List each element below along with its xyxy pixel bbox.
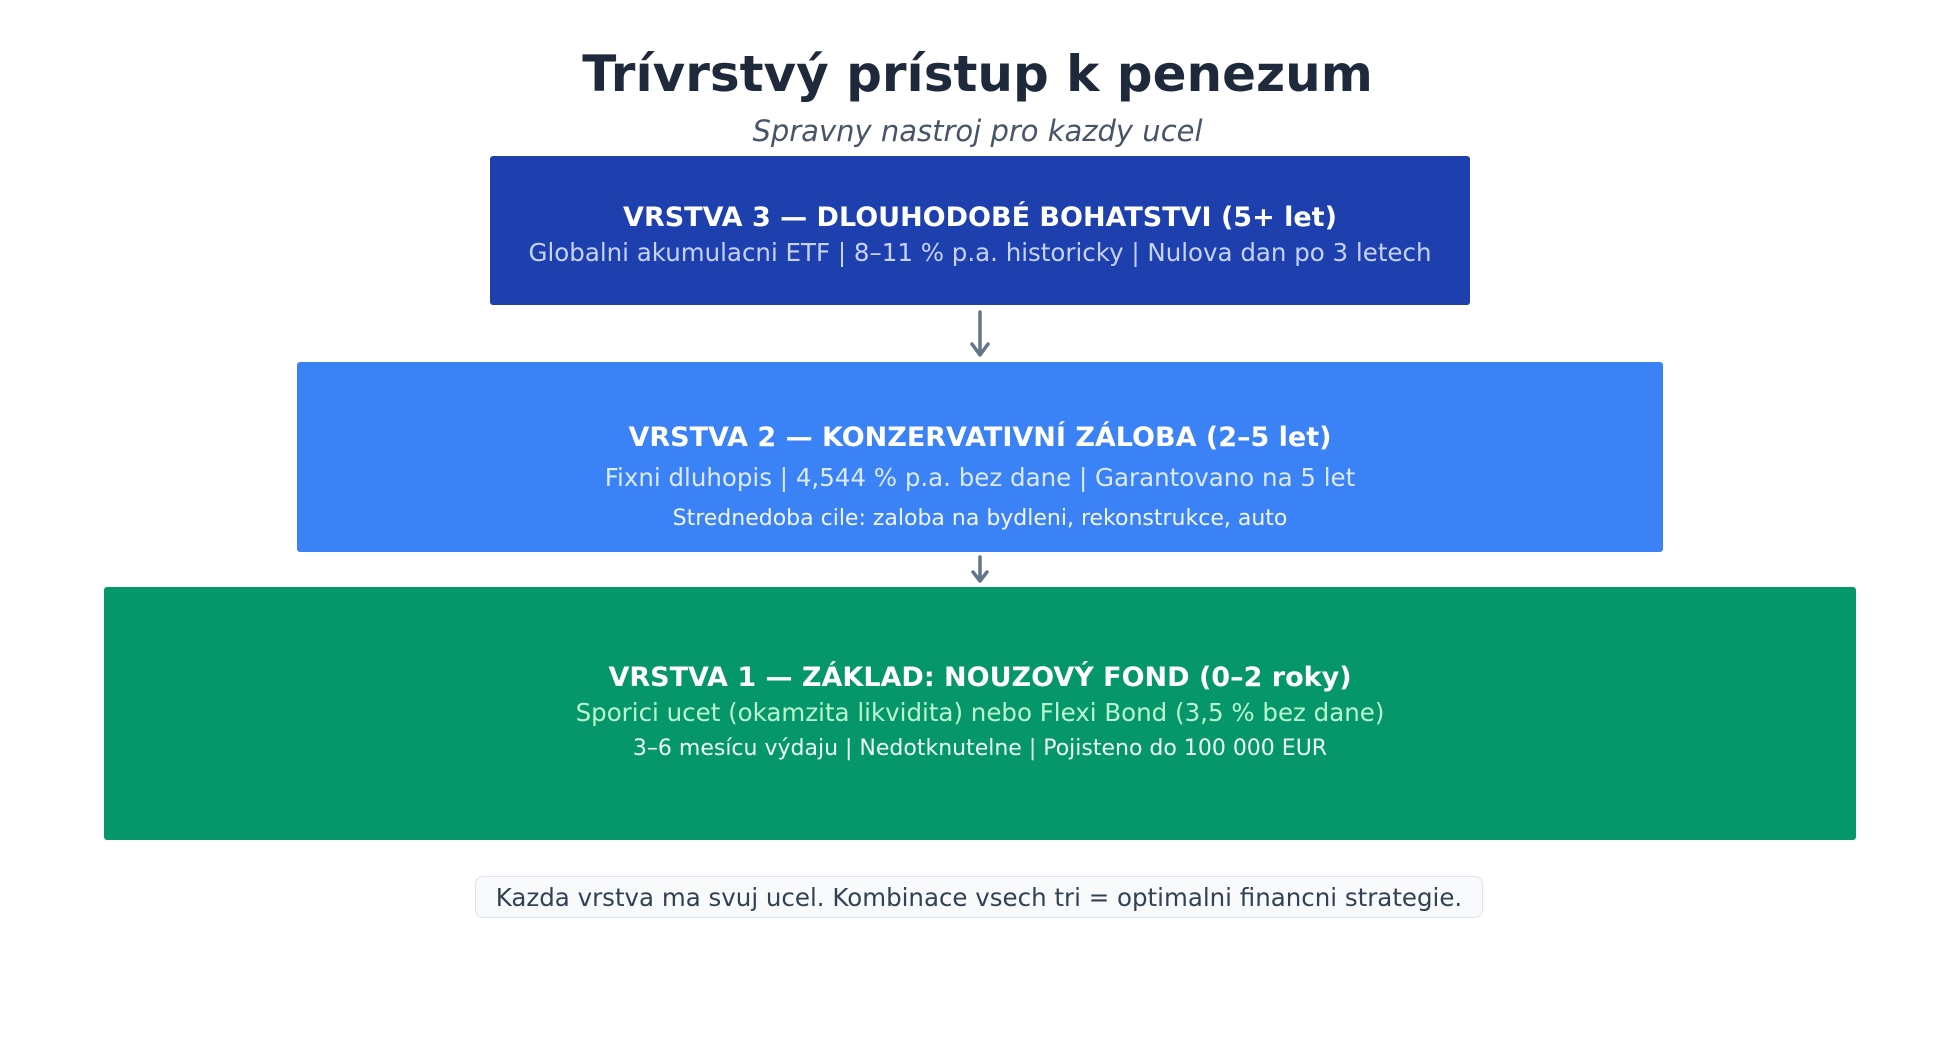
layer-3-box bbox=[490, 156, 1470, 305]
page-title: Trívrstvý prístup k penezum bbox=[582, 45, 1373, 103]
layer-2-box bbox=[297, 362, 1663, 552]
layer-2-title: VRSTVA 2 — KONZERVATIVNÍ ZÁLOBA (2–5 let) bbox=[628, 422, 1332, 453]
layer-3-description: Globalni akumulacni ETF | 8–11 % p.a. historicky | Nulova dan po 3 letech bbox=[528, 238, 1432, 267]
arrow-down-icon bbox=[968, 310, 992, 360]
layer-2-goals: Strednedoba cile: zaloba na bydleni, rekonstrukce, auto bbox=[672, 506, 1288, 531]
layer-1-details: 3–6 mesícu výdaju | Nedotknutelne | Pojisteno do 100 000 EUR bbox=[632, 736, 1328, 761]
arrow-down-icon bbox=[968, 555, 992, 585]
footer-note: Kazda vrstva ma svuj ucel. Kombinace vsech tri = optimalni financni strategie. bbox=[475, 876, 1483, 918]
layer-1-box bbox=[104, 587, 1856, 840]
layer-3-title: VRSTVA 3 — DLOUHODOBÉ BOHATSTVI (5+ let) bbox=[623, 202, 1337, 233]
layer-2-description: Fixni dluhopis | 4,544 % p.a. bez dane | Garantovano na 5 let bbox=[604, 463, 1356, 492]
layer-1-description: Sporici ucet (okamzita likvidita) nebo Flexi Bond (3,5 % bez dane) bbox=[575, 698, 1385, 727]
page-subtitle: Spravny nastroj pro kazdy ucel bbox=[752, 114, 1203, 148]
layer-1-title: VRSTVA 1 — ZÁKLAD: NOUZOVÝ FOND (0–2 roky) bbox=[608, 662, 1352, 693]
